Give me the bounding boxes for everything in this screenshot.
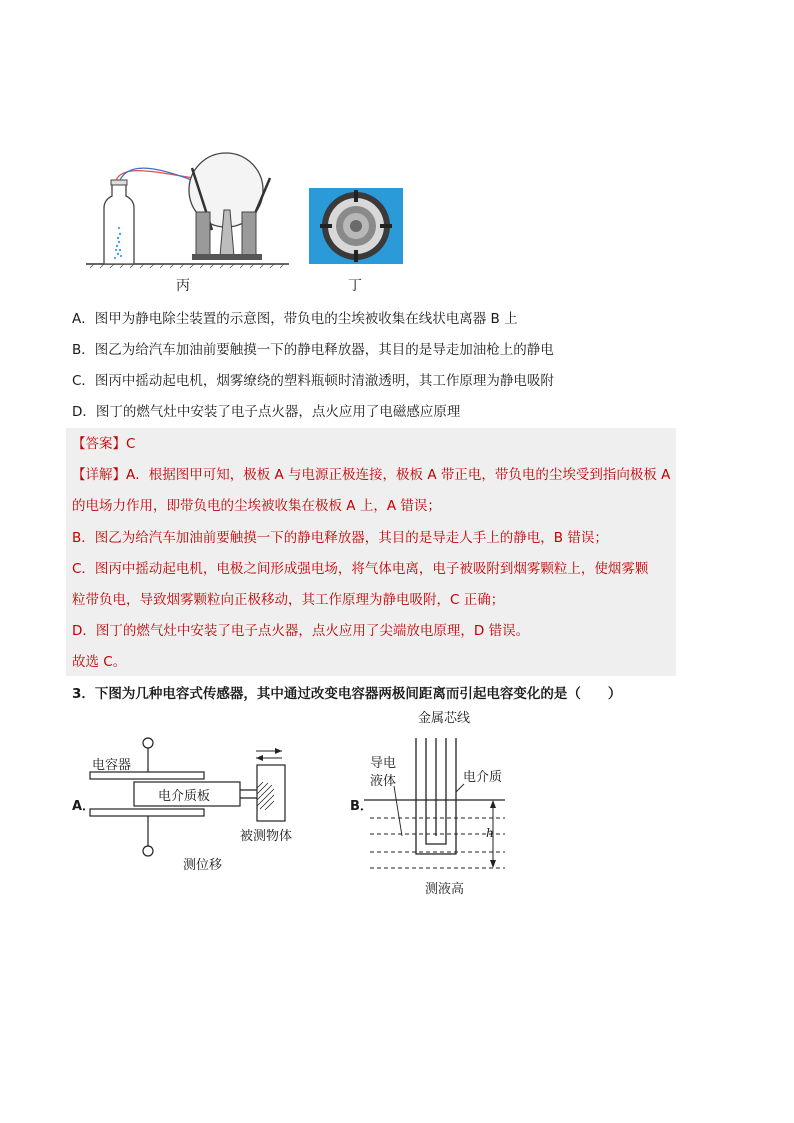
- detail-text-1: A．根据图甲可知，极板 A 与电源正极连接，极板 A 带正电，带负电的尘埃受到指向极板 A: [126, 467, 671, 483]
- figure-ding: [309, 188, 403, 264]
- answer-tag: 【答案】: [72, 436, 126, 452]
- option-d: D．图丁的燃气灶中安装了电子点火器，点火应用了电磁感应原理: [72, 404, 461, 420]
- figure-bing: [84, 150, 294, 270]
- label-measured-object: 被测物体: [240, 829, 293, 844]
- label-metal-core: 金属芯线: [418, 711, 471, 726]
- detail-line-6: D．图丁的燃气灶中安装了电子点火器，点火应用了尖端放电原理，D 错误。: [72, 623, 530, 639]
- option-a: A．图甲为静电除尘装置的示意图，带负电的尘埃被收集在线状电离器 B 上: [72, 311, 518, 327]
- detail-line-1: [72, 466, 670, 484]
- answer-line: [72, 435, 135, 453]
- answer-value: C: [126, 436, 136, 452]
- figure-a-option-label: A．: [72, 799, 96, 814]
- label-height-h: h: [486, 826, 494, 840]
- figure-b-caption: 测液高: [425, 882, 465, 897]
- figure-bing-drawing: [84, 150, 294, 270]
- detail-line-7: 故选 C。: [72, 654, 127, 670]
- figure-ding-label: 丁: [348, 278, 362, 294]
- label-dielectric-plate: 电介质板: [158, 789, 211, 804]
- figure-b-drawing: [360, 728, 530, 878]
- detail-line-2: 的电场力作用，即带负电的尘埃被收集在极板 A 上，A 错误；: [72, 498, 441, 514]
- detail-line-3: B．图乙为给汽车加油前要触摸一下的静电释放器，其目的是导走人手上的静电，B 错误；: [72, 530, 608, 546]
- figure-bing-label: 丙: [176, 278, 190, 294]
- label-dielectric: 电介质: [463, 770, 503, 785]
- option-c: C．图丙中摇动起电机，烟雾缭绕的塑料瓶顿时清澈透明，其工作原理为静电吸附: [72, 373, 554, 389]
- option-b: B．图乙为给汽车加油前要触摸一下的静电释放器，其目的是导走加油枪上的静电: [72, 342, 554, 358]
- detail-line-5: 粒带负电，导致烟雾颗粒向正极移动，其工作原理为静电吸附，C 正确；: [72, 592, 505, 608]
- detail-line-4: C．图丙中摇动起电机，电极之间形成强电场，将气体电离，电子被吸附到烟雾颗粒上，使烟雾颗: [72, 561, 649, 577]
- label-capacitor: 电容器: [92, 758, 132, 773]
- label-conductive-liquid-2: 液体: [370, 774, 397, 789]
- figure-b-option-label: B．: [350, 799, 373, 814]
- figure-b: [360, 728, 530, 878]
- question-3-stem: 3．下图为几种电容式传感器，其中通过改变电容器两极间距离而引起电容变化的是（ ）: [72, 686, 622, 702]
- label-conductive-liquid-1: 导电: [370, 756, 397, 771]
- figure-a-caption: 测位移: [183, 858, 223, 873]
- detail-tag: 【详解】: [72, 467, 126, 483]
- gas-stove-photo: [309, 188, 403, 264]
